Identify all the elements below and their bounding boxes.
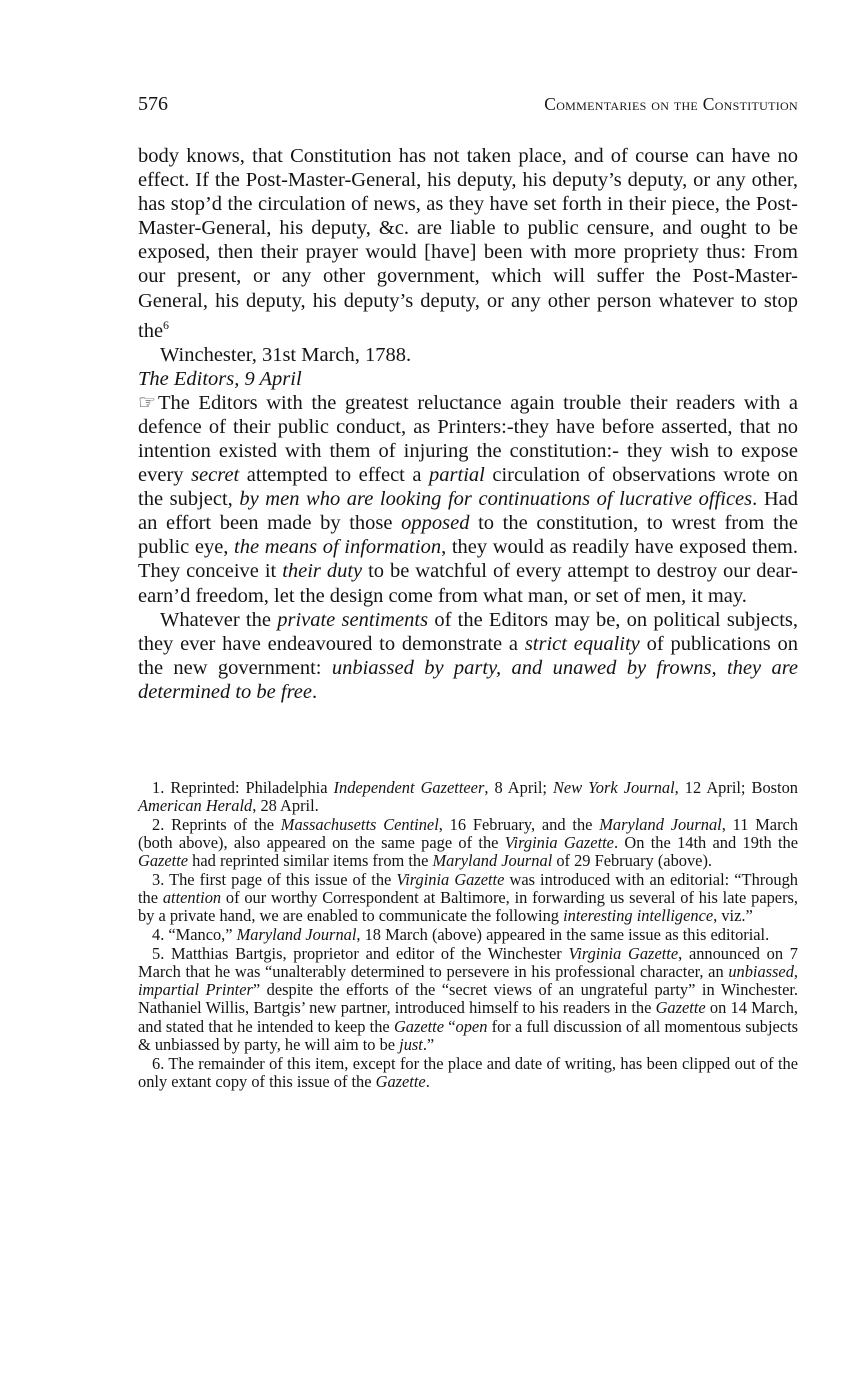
running-title: Commentaries on the Constitution (544, 94, 798, 114)
footnote-1: 1. Reprinted: Philadelphia Independent Gazetteer, 8 April; New York Journal, 12 April; Boston American Herald, 28 April. (138, 778, 798, 816)
page-number: 576 (138, 93, 168, 115)
pointing-hand-icon: ☞ (138, 391, 156, 414)
footnote-3: 3. The first page of this issue of the Virginia Gazette was introduced with an editorial: “Through the attention of our worthy Correspondent at Baltimore, in forwarding us several of his late papers, by a private hand, we are enabled to communicate the following interesting intelligence, viz.” (138, 870, 799, 926)
dateline: Winchester, 31st March, 1788. (160, 343, 412, 366)
continuation-paragraph (138, 144, 798, 343)
footnote-6: 6. The remainder of this item, except for the place and date of writing, has been clipped out of the only extant copy of this issue of the Gazette. (138, 1053, 798, 1091)
editors-paragraph-1: ☞The Editors with the greatest reluctance again trouble their readers with a defence of their public conduct, as Printers:-they have before asserted, that no intention existed with them of injuring the constitution:- they wish to expose every secret attempted to effect a partial circulation of observations wrote on the subject, by men who are looking for continuations of lucrative offices. Had an effort been made by those opposed to the constitution, to wrest from the public eye, the means of information, they would as readily have exposed them. They conceive it their duty to be watchful of every attempt to destroy our dear-earn’d freedom, let the design come from what man, or set of men, it may. (138, 391, 799, 607)
footnote-2: 2. Reprints of the Massachusetts Centinel, 16 February, and the Maryland Journal, 11 March (both above), also appeared on the same page of the Virginia Gazette. On the 14th and 19th the Gazette had reprinted similar items from the Maryland Journal of 29 February (above). (138, 814, 798, 871)
continuation-text: body knows, that Constitution has not taken place, and of course can have no effect. If the Post-Master-General, his deputy, his deputy’s deputy, or any other, has stop’d the circulation of news, as they have set forth in their piece, the Post-Master-General, his deputy, &c. are liable to public censure, and ought to be exposed, then their prayer would [have] been with more propriety thus: From our present, or any other government, which will suffer the Post-Master-General, his deputy, his deputy’s deputy, or any other person whatever to stop the (138, 145, 798, 342)
footnote-4: 4. “Manco,” Maryland Journal, 18 March (above) appeared in the same issue as this editorial. (152, 925, 770, 945)
section-heading: The Editors, 9 April (138, 367, 302, 390)
page-header (138, 93, 798, 116)
main-text (138, 144, 798, 704)
editors-paragraph-2: Whatever the private sentiments of the Editors may be, on political subjects, they ever have endeavoured to demonstrate a strict equality of publications on the new government: unbiassed by party, and unawed by frowns, they are determined to be free. (138, 608, 799, 703)
footnote-5: 5. Matthias Bartgis, proprietor and editor of the Winchester Virginia Gazette, announced on 7 March that he was “unalterably determined to persevere in his professional character, an unbiassed, impartial Printer” despite the efforts of the “secret views of an ungrateful party” in Winchester. Nathaniel Willis, Bartgis’ new partner, introduced himself to his readers in the Gazette on 14 March, and stated that he intended to keep the Gazette “open for a full discussion of all momentous subjects & unbiassed by party, he will aim to be just.” (138, 943, 799, 1054)
footnotes (138, 779, 798, 1091)
footnote-ref-6: 6 (163, 317, 170, 332)
